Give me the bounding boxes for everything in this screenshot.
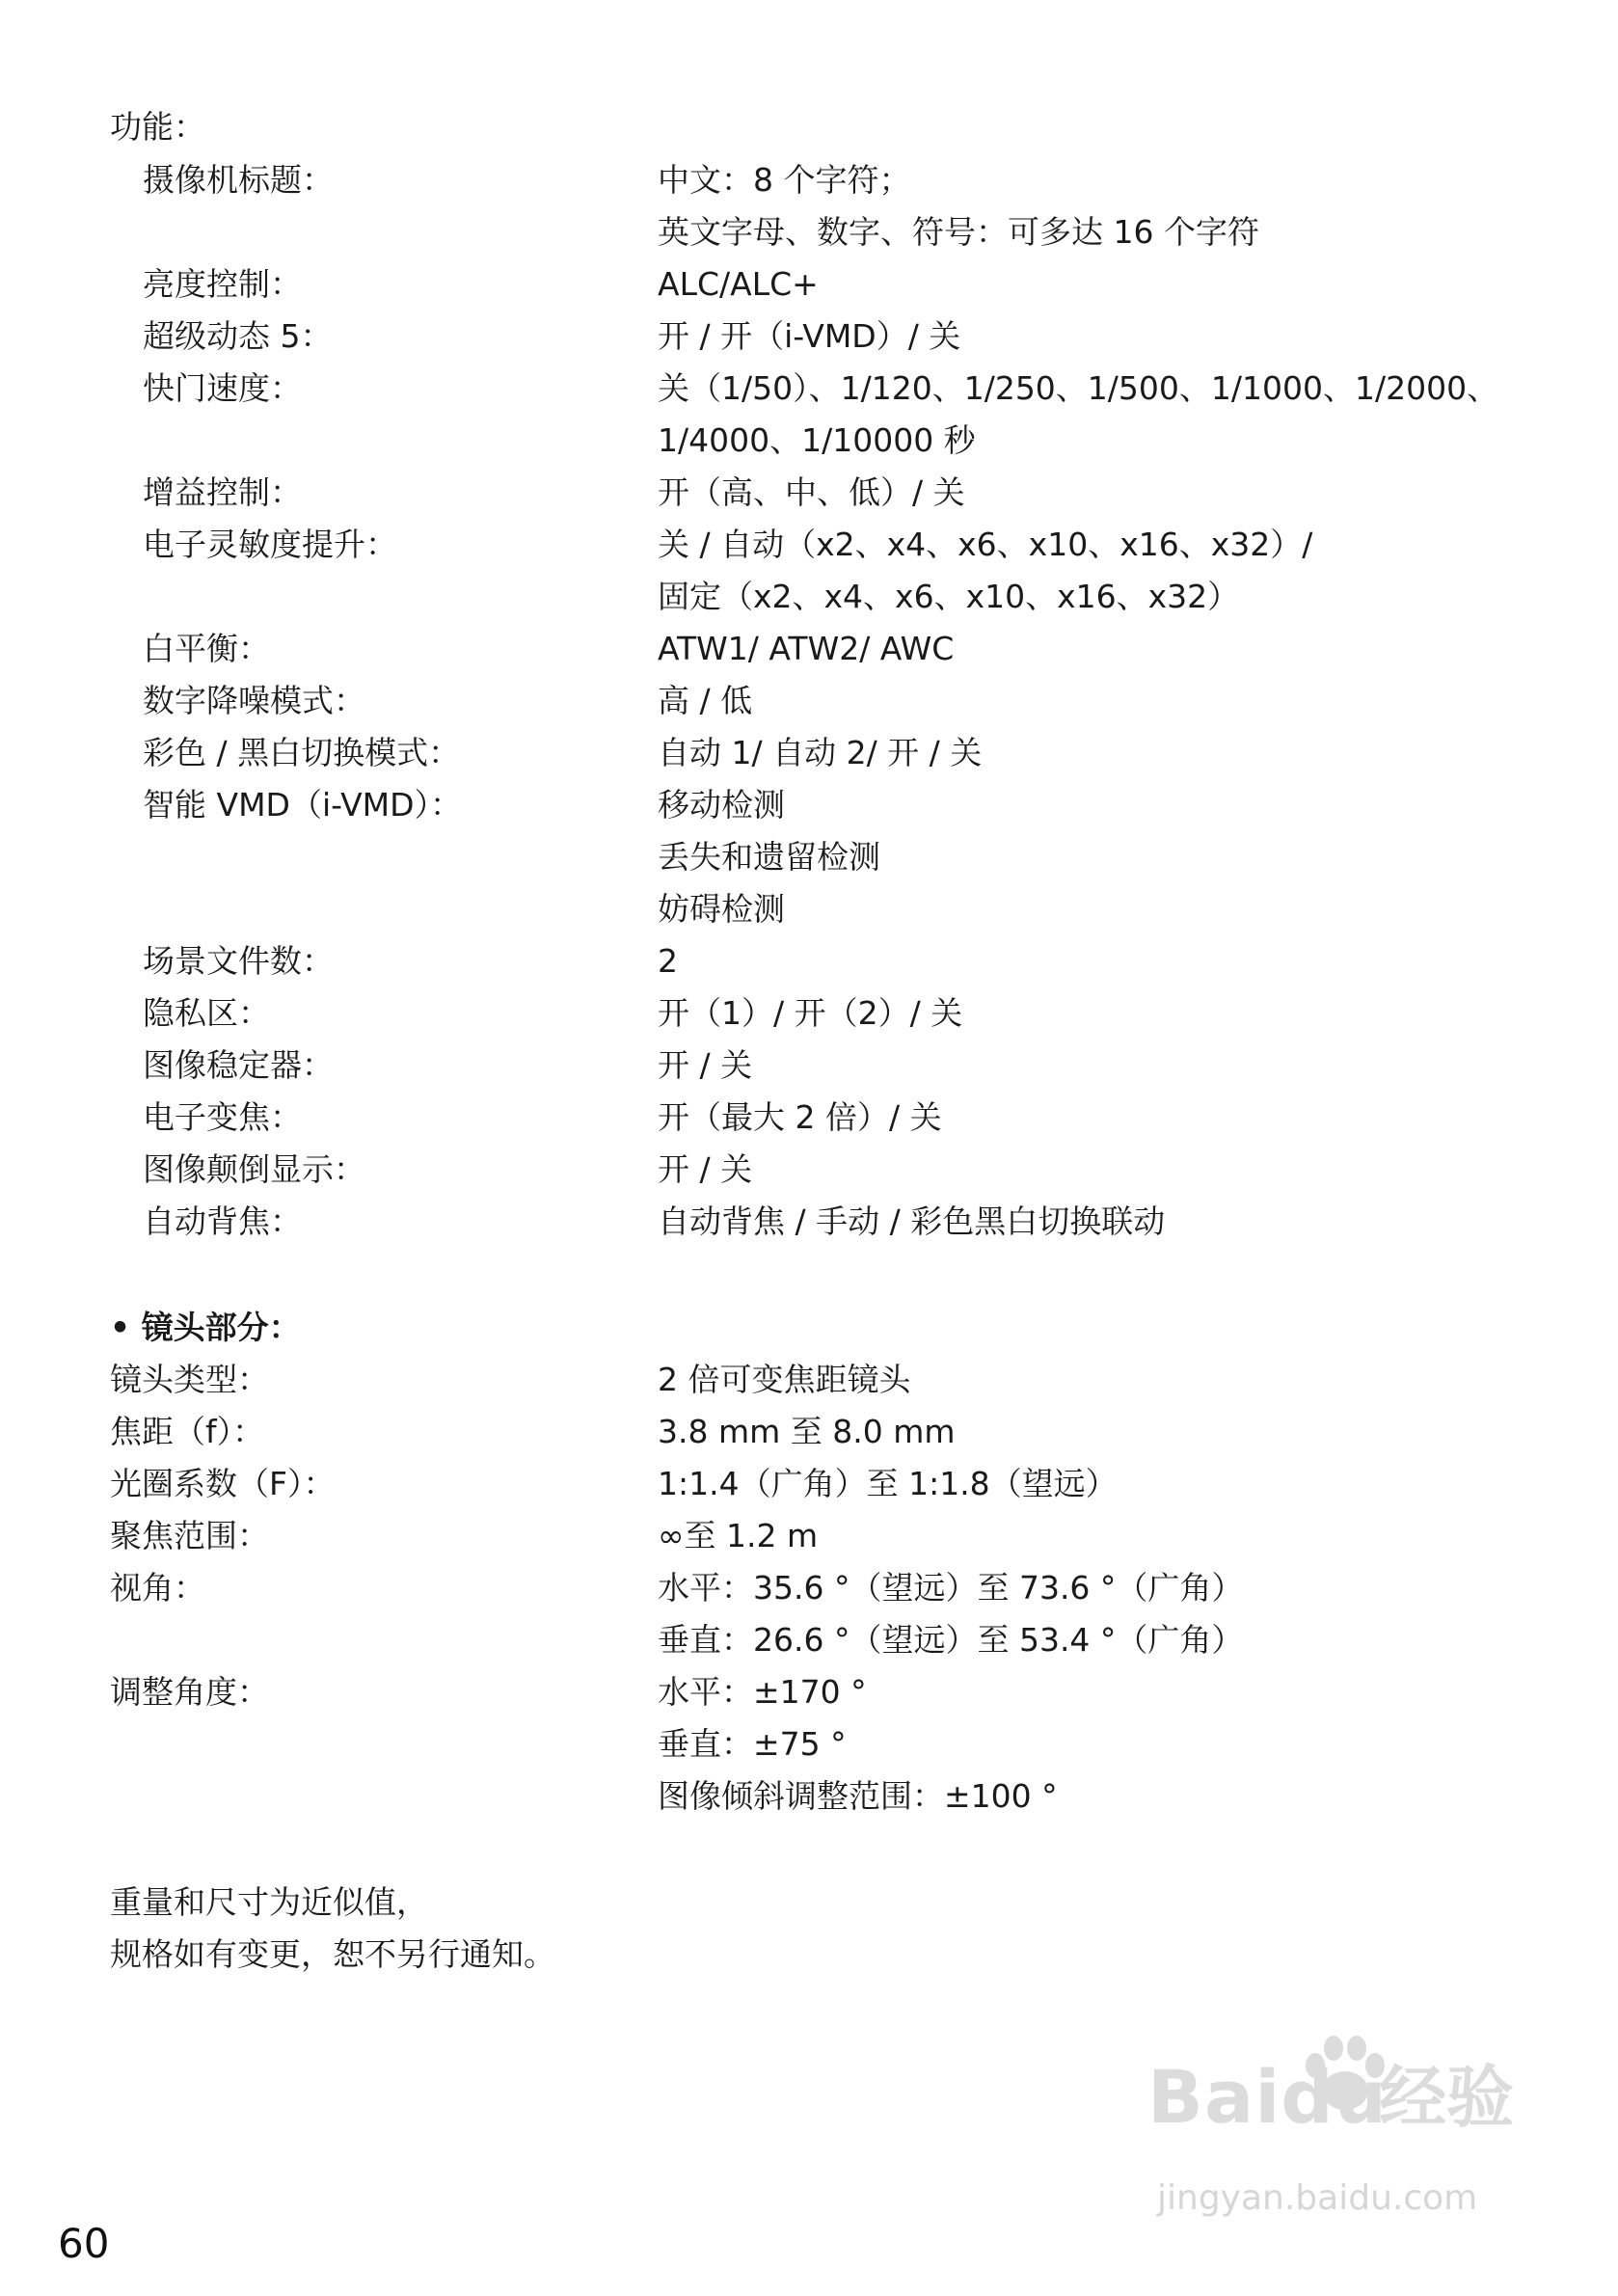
spec-value: 自动背焦 / 手动 / 彩色黑白切换联动 [658, 1202, 1166, 1240]
spec-row [0, 727, 1618, 779]
spec-value: 关 / 自动（x2、x4、x6、x10、x16、x32）/ [658, 526, 1313, 563]
spec-label: 增益控制： [143, 473, 302, 511]
spec-value: 移动检测 [658, 786, 785, 824]
spec-row [0, 987, 1618, 1040]
spec-value: 中文：8 个字符； [658, 161, 911, 199]
spec-label: 电子灵敏度提升： [143, 526, 397, 563]
spec-value: 开 / 关 [658, 1150, 753, 1188]
spec-label: 彩色 / 黑白切换模式： [143, 734, 461, 771]
lens-row [0, 1770, 1618, 1823]
functions-heading: 功能： [110, 108, 205, 146]
lens-row [0, 1510, 1618, 1562]
spec-label: 场景文件数： [143, 942, 334, 980]
lens-row [0, 1718, 1618, 1770]
spec-value: 丢失和遗留检测 [658, 838, 880, 876]
spec-row [0, 363, 1618, 415]
spec-row [0, 883, 1618, 935]
spec-row [0, 154, 1618, 206]
spec-label: 摄像机标题： [143, 161, 334, 199]
spec-row [0, 206, 1618, 258]
spec-value: 固定（x2、x4、x6、x10、x16、x32） [658, 578, 1240, 615]
lens-row [0, 1666, 1618, 1718]
spec-row [0, 1144, 1618, 1196]
spec-row [0, 571, 1618, 623]
watermark-brand: Baidu [1147, 2054, 1388, 2140]
lens-label: 调整角度： [110, 1673, 269, 1711]
lens-value: 2 倍可变焦距镜头 [658, 1361, 911, 1398]
spec-value: 妨碍检测 [658, 890, 785, 928]
lens-row [0, 1562, 1618, 1614]
spec-value: 开（1）/ 开（2）/ 关 [658, 994, 963, 1032]
spec-label: 超级动态 5： [143, 317, 333, 355]
spec-row [0, 258, 1618, 311]
spec-value: 高 / 低 [658, 682, 753, 719]
spec-row [0, 1196, 1618, 1248]
spec-value: 开 / 关 [658, 1046, 753, 1084]
spec-row [0, 415, 1618, 467]
watermark-url: jingyan.baidu.com [1157, 2178, 1478, 2218]
lens-value: ∞至 1.2 m [658, 1517, 819, 1554]
spec-row [0, 935, 1618, 987]
lens-heading: • 镜头部分： [110, 1309, 301, 1346]
spec-label: 智能 VMD（i-VMD）： [143, 786, 463, 824]
spec-row [0, 623, 1618, 675]
spec-value: 开（最大 2 倍）/ 关 [658, 1098, 942, 1136]
spec-row [0, 1040, 1618, 1092]
spec-row [0, 779, 1618, 831]
spec-value: 开 / 开（i-VMD）/ 关 [658, 317, 961, 355]
spec-value: 关（1/50）、1/120、1/250、1/500、1/1000、1/2000、 [658, 369, 1499, 407]
lens-value: 垂直：±75 ° [658, 1725, 847, 1763]
watermark-cn: 经验 [1379, 2058, 1514, 2137]
spec-row [0, 1092, 1618, 1144]
spec-label: 白平衡： [143, 630, 270, 667]
spec-label: 隐私区： [143, 994, 270, 1032]
spec-value: 自动 1/ 自动 2/ 开 / 关 [658, 734, 983, 771]
lens-row [0, 1614, 1618, 1666]
spec-value: 英文字母、数字、符号：可多达 16 个字符 [658, 213, 1259, 251]
lens-row [0, 1406, 1618, 1458]
lens-label: 视角： [110, 1569, 205, 1607]
spec-value: 开（高、中、低）/ 关 [658, 473, 965, 511]
lens-value: 1:1.4（广角）至 1:1.8（望远） [658, 1465, 1118, 1502]
spec-label: 亮度控制： [143, 265, 302, 303]
spec-label: 快门速度： [143, 369, 302, 407]
spec-label: 自动背焦： [143, 1202, 302, 1240]
spec-value: ATW1/ ATW2/ AWC [658, 630, 955, 667]
spec-label: 电子变焦： [143, 1098, 302, 1136]
spec-label: 数字降噪模式： [143, 682, 365, 719]
note-line: 重量和尺寸为近似值， [110, 1883, 428, 1921]
spec-label: 图像颠倒显示： [143, 1150, 365, 1188]
lens-value: 3.8 mm 至 8.0 mm [658, 1413, 956, 1450]
spec-row [0, 831, 1618, 883]
spec-value: ALC/ALC+ [658, 265, 819, 303]
lens-value: 垂直：26.6 °（望远）至 53.4 °（广角） [658, 1621, 1244, 1659]
lens-label: 聚焦范围： [110, 1517, 269, 1554]
spec-row [0, 519, 1618, 571]
spec-row [0, 311, 1618, 363]
lens-value: 图像倾斜调整范围：±100 ° [658, 1777, 1058, 1815]
spec-label: 图像稳定器： [143, 1046, 334, 1084]
lens-label: 镜头类型： [110, 1361, 269, 1398]
page-number: 60 [58, 2220, 110, 2267]
spec-value: 2 [658, 942, 678, 980]
lens-label: 焦距（f）： [110, 1413, 265, 1450]
spec-row [0, 467, 1618, 519]
lens-value: 水平：35.6 °（望远）至 73.6 °（广角） [658, 1569, 1244, 1607]
lens-row [0, 1354, 1618, 1406]
spec-row [0, 675, 1618, 727]
lens-label: 光圈系数（F）： [110, 1465, 336, 1502]
lens-value: 水平：±170 ° [658, 1673, 867, 1711]
note-line: 规格如有变更，恕不另行通知。 [110, 1935, 555, 1973]
baidu-jingyan-watermark [1147, 2054, 1533, 2256]
spec-value: 1/4000、1/10000 秒 [658, 421, 976, 459]
lens-row [0, 1458, 1618, 1510]
